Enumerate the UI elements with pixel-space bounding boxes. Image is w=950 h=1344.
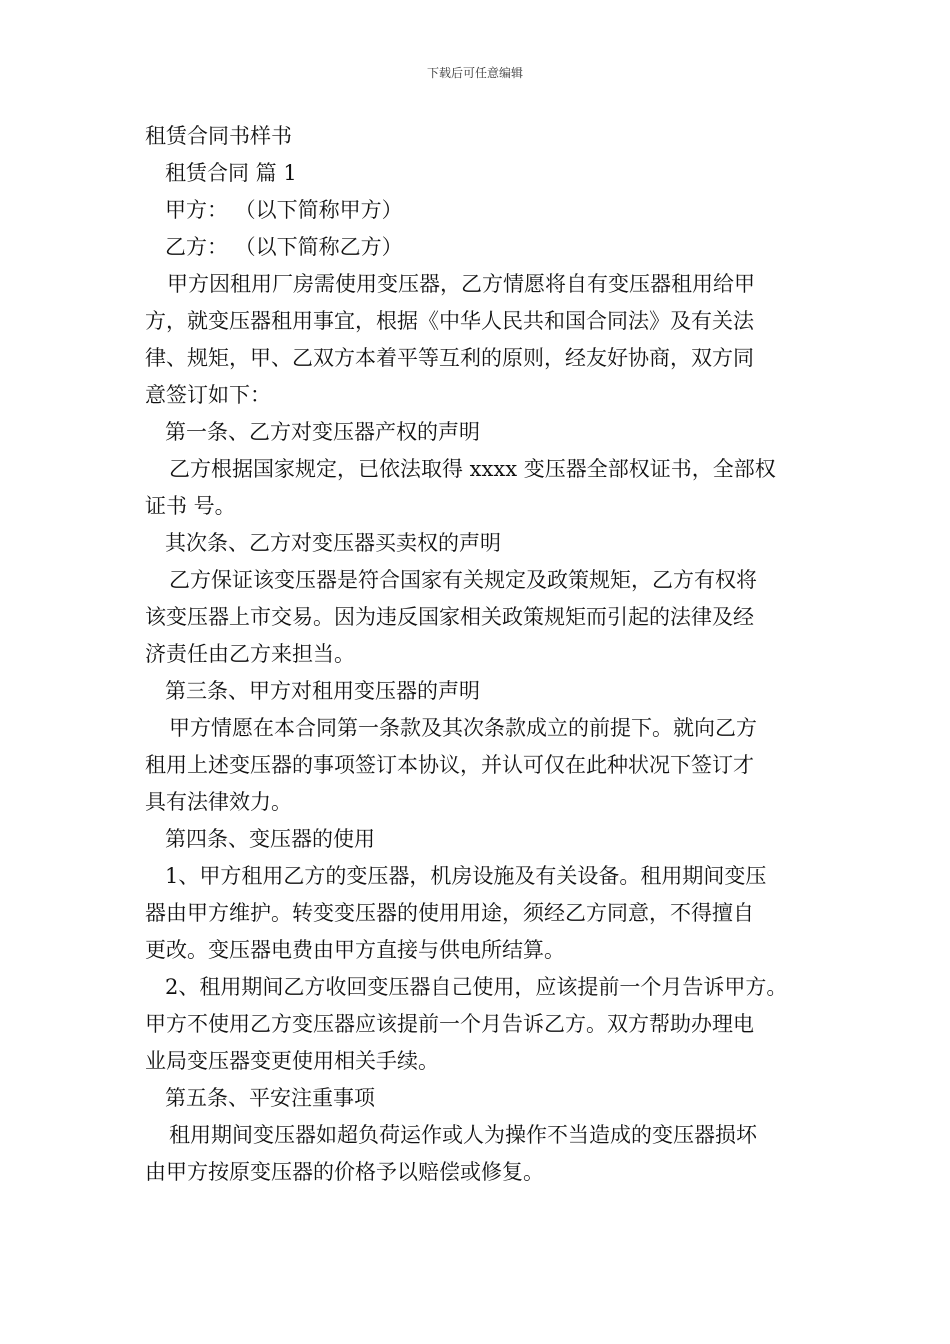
text-line: 器由甲方维护。转变变压器的使用用途，须经乙方同意，不得擅自 <box>145 901 754 925</box>
text-line: 甲方不使用乙方变压器应该提前一个月告诉乙方。双方帮助办理电 <box>145 1012 754 1036</box>
text-line: 证书 号。 <box>145 494 236 518</box>
page-header: 下载后可任意编辑 <box>426 66 523 80</box>
text-line: 2、租用期间乙方收回变压器自己使用，应该提前一个月告诉甲方。 <box>165 975 788 999</box>
text-line: 具有法律效力。 <box>145 790 292 814</box>
text-line: 租用期间变压器如超负荷运作或人为操作不当造成的变压器损坏 <box>169 1123 757 1147</box>
text-line: 意签订如下： <box>145 383 271 407</box>
text-line: 由甲方按原变压器的价格予以赔偿或修复。 <box>145 1160 544 1184</box>
text-line: 甲方因租用厂房需使用变压器，乙方情愿将自有变压器租用给甲 <box>167 272 755 296</box>
text-line: 更改。变压器电费由甲方直接与供电所结算。 <box>145 938 565 962</box>
text-line: 租赁合同 篇 1 <box>165 161 297 185</box>
text-line: 第四条、变压器的使用 <box>165 827 375 851</box>
text-line: 甲方： （以下简称甲方） <box>165 198 403 222</box>
document-body <box>145 118 810 1191</box>
text-line: 乙方保证该变压器是符合国家有关规定及政策规矩，乙方有权将 <box>169 568 757 592</box>
text-line: 甲方情愿在本合同第一条款及其次条款成立的前提下。就向乙方 <box>169 716 757 740</box>
text-line: 乙方根据国家规定，已依法取得 xxxx 变压器全部权证书，全部权 <box>169 457 776 481</box>
text-line: 第三条、甲方对租用变压器的声明 <box>165 679 480 703</box>
document-title: 租赁合同书样书 <box>145 124 292 148</box>
text-line: 律、规矩，甲、乙双方本着平等互利的原则，经友好协商，双方同 <box>145 346 754 370</box>
text-line: 济责任由乙方来担当。 <box>145 642 355 666</box>
text-line: 方，就变压器租用事宜，根据《中华人民共和国合同法》及有关法 <box>145 309 754 333</box>
text-line: 业局变压器变更使用相关手续。 <box>145 1049 439 1073</box>
text-line: 1、甲方租用乙方的变压器，机房设施及有关设备。租用期间变压 <box>165 864 767 888</box>
text-line: 租用上述变压器的事项签订本协议，并认可仅在此种状况下签订才 <box>145 753 754 777</box>
text-line: 第一条、乙方对变压器产权的声明 <box>165 420 480 444</box>
text-line: 其次条、乙方对变压器买卖权的声明 <box>165 531 501 555</box>
text-line: 第五条、平安注重事项 <box>165 1086 375 1110</box>
text-line: 该变压器上市交易。因为违反国家相关政策规矩而引起的法律及经 <box>145 605 754 629</box>
text-line: 乙方： （以下简称乙方） <box>165 235 403 259</box>
